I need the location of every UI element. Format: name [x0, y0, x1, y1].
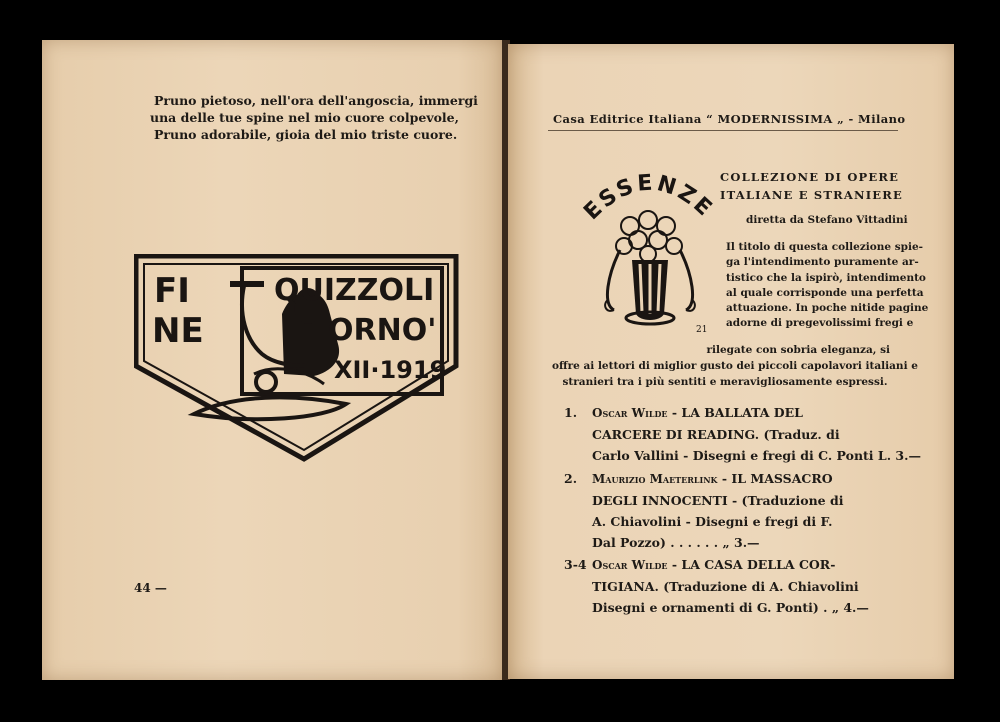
logo-text: ESSENZE	[580, 170, 719, 226]
plate-word-fi: FI	[154, 271, 190, 311]
entry-line: Carlo Vallini - Disegni e fregi di C. Ponti L. 3.—	[592, 448, 921, 463]
poem-line-1: Pruno pietoso, nell'ora dell'angoscia, immergi	[154, 93, 478, 108]
description-line: adorne di pregevolissimi fregi e	[726, 317, 914, 330]
essenze-logo	[580, 164, 720, 338]
collection-title	[720, 168, 903, 204]
plate-word-ne: NE	[152, 311, 204, 351]
entry-line: CARCERE DI READING. (Traduz. di	[592, 427, 840, 442]
entry-author: Maurizio Maeterlink	[592, 472, 718, 486]
entry-number: 3-4	[564, 557, 587, 572]
left-page	[42, 40, 504, 680]
page-number: 44 —	[134, 581, 167, 595]
poem	[150, 92, 494, 143]
description-line: tistico che la ispirò, intendimento	[726, 271, 926, 284]
catalog-entry	[564, 554, 924, 620]
collection-title-line-1: COLLEZIONE DI OPERE	[720, 170, 900, 184]
entry-line: Dal Pozzo) . . . . . . „ 3.—	[592, 535, 760, 550]
description-line: Il titolo di questa collezione spie-	[726, 241, 924, 253]
svg-text:ESSENZE	[580, 171, 718, 226]
collection-description-tail	[552, 342, 918, 390]
entry-line: - LA BALLATA DEL	[667, 405, 803, 420]
description-line: stranieri tra i più sentiti e meravigliosamente espressi.	[562, 376, 888, 388]
plate-date: XII·1919	[334, 356, 447, 384]
catalog-entry	[564, 468, 924, 554]
collection-description	[726, 240, 929, 332]
poem-line-3: Pruno adorabile, gioia del mio triste cuore.	[154, 127, 458, 142]
description-line: attuazione. In poche nitide pagine	[726, 302, 929, 315]
entry-author: Oscar Wilde	[592, 558, 668, 572]
poem-line-2: una delle tue spine nel mio cuore colpevole,	[150, 110, 459, 125]
entry-line: Disegni e ornamenti di G. Ponti) . „ 4.—	[592, 600, 869, 615]
description-line: al quale corrisponde una perfetta	[726, 286, 924, 299]
entry-number: 2.	[564, 471, 578, 486]
description-line: rilegate con sobria eleganza, si	[706, 344, 890, 356]
collection-director: diretta da Stefano Vittadini	[746, 214, 908, 226]
entry-author: Oscar Wilde	[592, 406, 668, 420]
entry-line: DEGLI INNOCENTI - (Traduzione di	[592, 493, 844, 508]
plate-word-orno: ORNO'	[328, 313, 437, 348]
entry-line: A. Chiavolini - Disegni e fregi di F.	[592, 514, 833, 529]
catalog-entry	[564, 402, 924, 468]
entry-line: - IL MASSACRO	[717, 471, 833, 486]
description-line: ga l'intendimento puramente ar-	[726, 256, 919, 269]
description-line: offre ai lettori di miglior gusto dei piccoli capolavori italiani e	[552, 360, 918, 372]
plate-word-quizzoli: QUIZZOLI	[274, 273, 435, 308]
header-rule	[548, 130, 898, 131]
collection-title-line-2: ITALIANE E STRANIERE	[720, 188, 903, 202]
entry-line: TIGIANA. (Traduzione di A. Chiavolini	[592, 579, 859, 594]
colophon-plate	[134, 254, 460, 468]
logo-mark: 21	[696, 325, 708, 334]
entry-number: 1.	[564, 405, 578, 420]
entry-line: - LA CASA DELLA COR-	[667, 557, 836, 572]
publisher-header: Casa Editrice Italiana “ MODERNISSIMA „ - Milano	[553, 112, 906, 126]
right-page	[508, 44, 954, 679]
